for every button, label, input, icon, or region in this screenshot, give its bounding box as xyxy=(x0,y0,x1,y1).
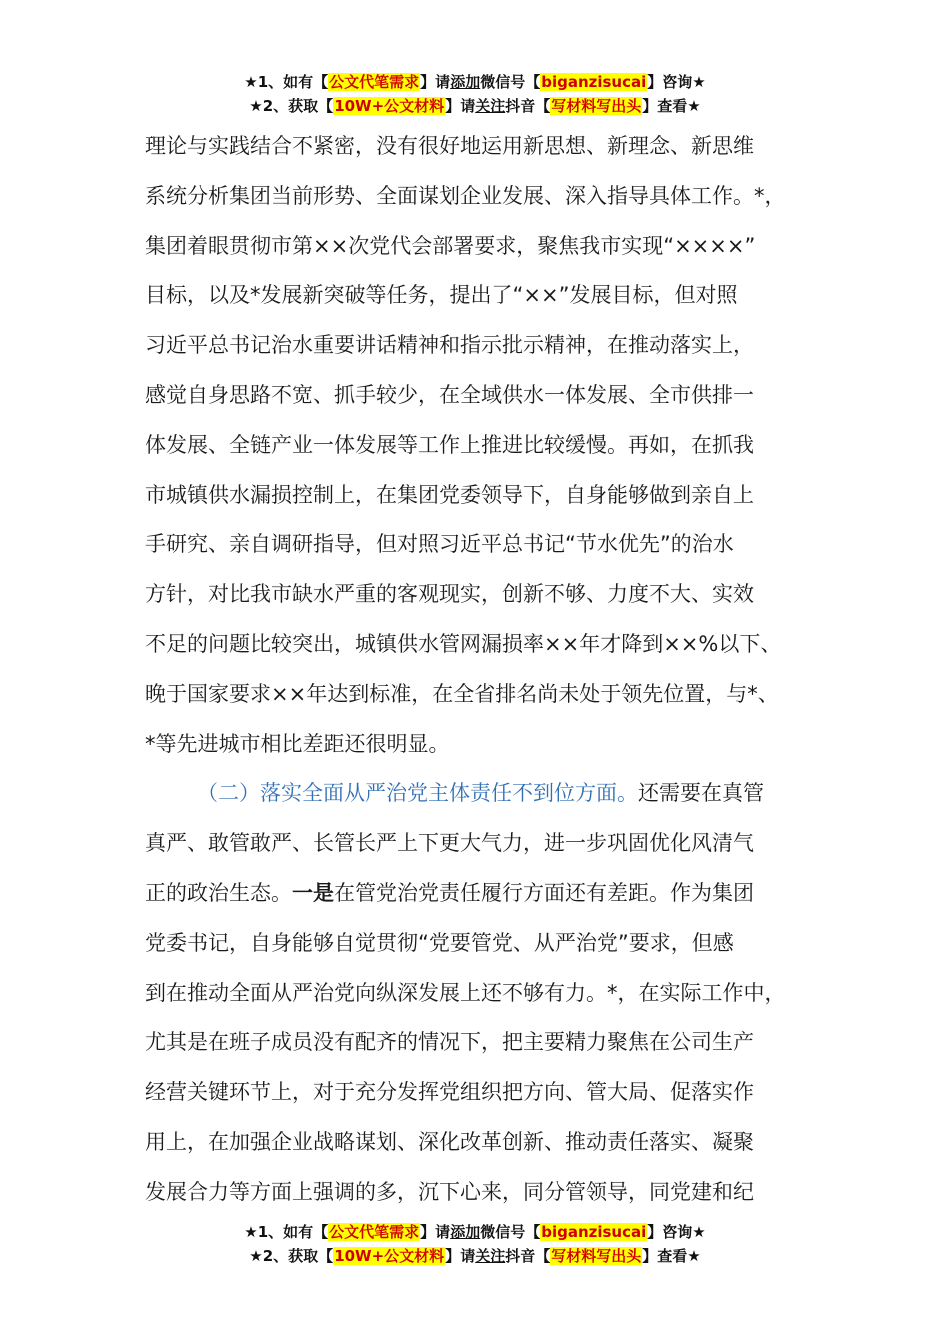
body-line: 发展合力等方面上强调的多，沉下心来，同分管领导，同党建和纪 xyxy=(145,1179,754,1204)
highlight-text: 10W+公文材料 xyxy=(334,97,445,115)
body-line: 经营关键环节上，对于充分发挥党组织把方向、管大局、促落实作 xyxy=(145,1080,754,1105)
banner-text: ★2、获取【 xyxy=(249,97,334,115)
underlined-text: 添加 xyxy=(450,1223,481,1241)
wechat-id: biganzisucai xyxy=(541,1223,647,1241)
banner-line-2 xyxy=(0,1244,950,1268)
banner-text: 】请 xyxy=(445,1247,476,1265)
underlined-text: 添加 xyxy=(450,73,481,91)
douyin-id: 写材料写出头 xyxy=(551,1247,642,1265)
body-line: 党委书记，自身能够自觉贯彻“党要管党、从严治党”要求，但感 xyxy=(145,930,734,955)
wechat-id: biganzisucai xyxy=(541,73,647,91)
highlight-text: 公文代笔需求 xyxy=(329,73,420,91)
banner-text: 微信号【 xyxy=(480,73,541,91)
section-heading-line xyxy=(145,769,825,819)
body-line: 尤其是在班子成员没有配齐的情况下，把主要精力聚焦在公司生产 xyxy=(145,1030,754,1055)
banner-line-2 xyxy=(0,94,950,118)
banner-text: 】咨询★ xyxy=(647,1223,706,1241)
body-line: 系统分析集团当前形势、全面谋划企业发展、深入指导具体工作。*， xyxy=(145,183,786,208)
banner-text: 】查看★ xyxy=(642,97,701,115)
banner-text: 】请 xyxy=(420,1223,451,1241)
banner-text: 】请 xyxy=(445,97,476,115)
banner-text: 微信号【 xyxy=(480,1223,541,1241)
banner-text: 】咨询★ xyxy=(647,73,706,91)
body-line: 不足的问题比较突出，城镇供水管网漏损率××年才降到××%以下、 xyxy=(145,631,782,656)
banner-text: 】查看★ xyxy=(642,1247,701,1265)
highlight-text: 公文代笔需求 xyxy=(329,1223,420,1241)
body-line xyxy=(145,869,825,919)
body-text: 还需要在真管 xyxy=(638,781,764,806)
highlight-text: 10W+公文材料 xyxy=(334,1247,445,1265)
douyin-id: 写材料写出头 xyxy=(551,97,642,115)
banner-line-1 xyxy=(0,70,950,94)
body-line: 用上，在加强企业战略谋划、深化改革创新、推动责任落实、凝聚 xyxy=(145,1129,754,1154)
body-line: 目标，以及*发展新突破等任务，提出了“××”发展目标，但对照 xyxy=(145,283,738,308)
banner-text: 】请 xyxy=(420,73,451,91)
body-line: 真严、敢管敢严、长管长严上下更大气力，进一步巩固优化风清气 xyxy=(145,831,754,856)
body-line: 市城镇供水漏损控制上，在集团党委领导下，自身能够做到亲自上 xyxy=(145,482,754,507)
body-line: 理论与实践结合不紧密，没有很好地运用新思想、新理念、新思维 xyxy=(145,134,754,158)
underlined-text: 关注 xyxy=(475,1247,506,1265)
banner-text: 抖音【 xyxy=(505,97,551,115)
body-line: 习近平总书记治水重要讲话精神和指示批示精神，在推动落实上， xyxy=(145,333,754,358)
footer-banner xyxy=(0,1220,950,1268)
body-line: 体发展、全链产业一体发展等工作上推进比较缓慢。再如，在抓我 xyxy=(145,432,754,457)
body-text: 正的政治生态。 xyxy=(145,880,292,905)
section-heading: （二）落实全面从严治党主体责任不到位方面。 xyxy=(197,781,638,806)
body-text: 在管党治党责任履行方面还有差距。作为集团 xyxy=(334,880,754,905)
body-line: 感觉自身思路不宽、抓手较少，在全域供水一体发展、全市供排一 xyxy=(145,382,754,407)
header-banner xyxy=(0,70,950,118)
enumeration-marker: 一是 xyxy=(292,880,334,905)
body-line: 集团着眼贯彻市第××次党代会部署要求，聚焦我市实现“××××” xyxy=(145,233,756,258)
banner-text: ★2、获取【 xyxy=(249,1247,334,1265)
banner-text: ★1、如有【 xyxy=(244,73,329,91)
banner-text: 抖音【 xyxy=(505,1247,551,1265)
body-line: 手研究、亲自调研指导，但对照习近平总书记“节水优先”的治水 xyxy=(145,532,734,557)
banner-line-1 xyxy=(0,1220,950,1244)
underlined-text: 关注 xyxy=(475,97,506,115)
document-body xyxy=(145,122,825,1218)
body-line: 晚于国家要求××年达到标准，在全省排名尚未处于领先位置，与*、 xyxy=(145,681,779,706)
body-line: 到在推动全面从严治党向纵深发展上还不够有力。*，在实际工作中， xyxy=(145,980,786,1005)
body-line: *等先进城市相比差距还很明显。 xyxy=(145,731,450,756)
banner-text: ★1、如有【 xyxy=(244,1223,329,1241)
body-line: 方针，对比我市缺水严重的客观现实，创新不够、力度不大、实效 xyxy=(145,582,754,607)
